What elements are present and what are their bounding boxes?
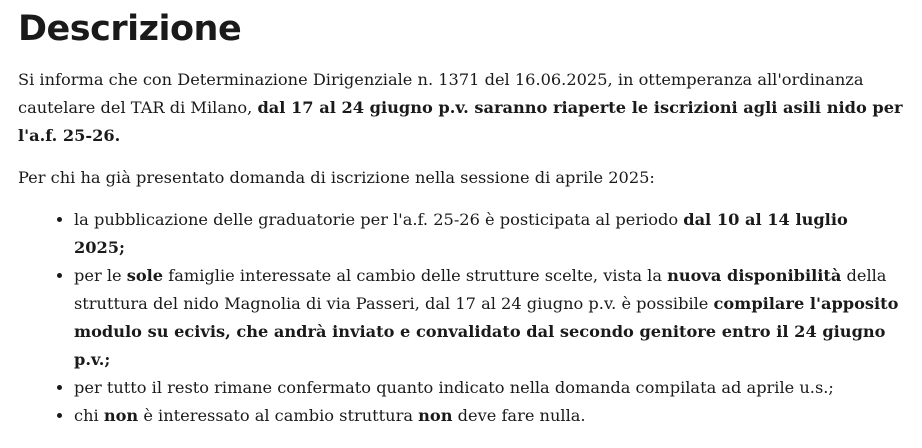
list-item bbox=[74, 206, 904, 262]
list-text: è interessato al cambio struttura bbox=[138, 406, 419, 425]
intro-bold: dal 17 al 24 giugno p.v. saranno riaperte le iscrizioni agli asili nido per l'a.f. 25-26. bbox=[18, 98, 903, 145]
list-text: della struttura del nido Magnolia di via Passeri, dal 17 al 24 giugno p.v. è possibile bbox=[74, 266, 887, 313]
intro-paragraph bbox=[18, 66, 904, 150]
list-item bbox=[74, 374, 904, 402]
list-text: chi bbox=[74, 406, 104, 425]
list-text: famiglie interessate al cambio delle strutture scelte, vista la bbox=[163, 266, 668, 285]
page-title: Descrizione bbox=[18, 9, 242, 49]
list-bold: dal 10 al 14 luglio 2025; bbox=[74, 210, 848, 257]
list-item bbox=[74, 402, 904, 430]
list-item bbox=[74, 262, 904, 374]
list-text: per tutto il resto rimane confermato quanto indicato nella domanda compilata ad aprile u.s.; bbox=[74, 378, 834, 397]
list-bold: nuova disponibilità bbox=[667, 266, 842, 285]
list-text: deve fare nulla. bbox=[452, 406, 586, 425]
list-bold: compilare l'apposito modulo su ecivis, che andrà inviato e convalidato dal secondo genitore entro il 24 giugno p.v.; bbox=[74, 294, 899, 369]
list-bold: non bbox=[103, 406, 139, 425]
intro-text: Si informa che con Determinazione Dirigenziale n. 1371 del 16.06.2025, in ottemperanza all'ordinanza cautelare del TAR di Milano, bbox=[18, 70, 864, 117]
list-text: per le bbox=[74, 266, 127, 285]
list-bold: non bbox=[418, 406, 453, 425]
list-bold: sole bbox=[126, 266, 164, 285]
list-text: la pubblicazione delle graduatorie per l'a.f. 25-26 è posticipata al periodo bbox=[74, 210, 684, 229]
sub-paragraph: Per chi ha già presentato domanda di iscrizione nella sessione di aprile 2025: bbox=[18, 168, 655, 187]
info-list bbox=[18, 206, 904, 430]
